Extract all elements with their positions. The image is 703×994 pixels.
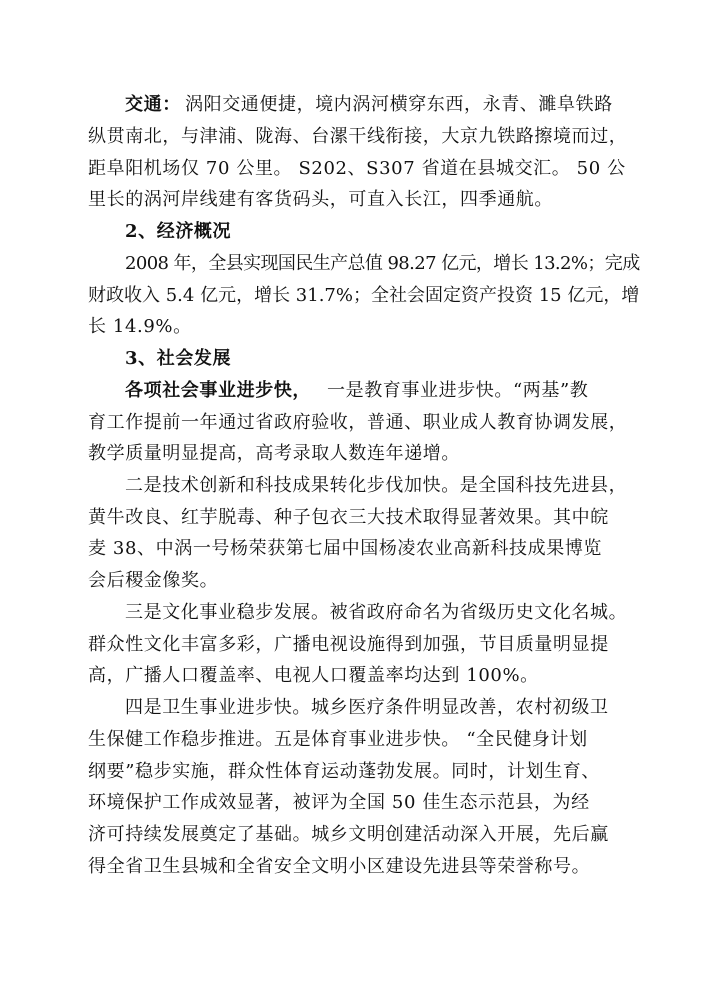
social-line-7: 会后稷金像奖。 (88, 570, 219, 591)
social-line-10: 高，广播人口覆盖率、电视人口覆盖率均达到 100%。 (88, 665, 539, 686)
transport-line-1: 涡阳交通便捷，境内涡河横穿东西，永青、濉阜铁路 (185, 94, 613, 115)
social-line-6: 麦 38、中涡一号杨荣获第七届中国杨凌农业高新科技成果博览 (88, 538, 603, 559)
social-heading: 3、社会发展 (125, 348, 232, 369)
social-line-12: 生保健工作稳步推进。五是体育事业进步快。 “全民健身计划 (88, 729, 588, 750)
economy-line-3: 长 14.9%。 (88, 316, 192, 337)
economy-line-2: 财政收入 5.4 亿元，增长 31.7%；全社会固定资产投资 15 亿元，增 (88, 285, 640, 306)
transport-line-4: 里长的涡河岸线建有客货码头，可直入长江，四季通航。 (88, 189, 553, 210)
social-line-4: 二是技术创新和科技成果转化步伐加快。是全国科技先进县， (125, 475, 628, 496)
transport-label: 交通： (125, 94, 181, 115)
transport-line-2: 纵贯南北，与津浦、陇海、台漯干线衔接，大京九铁路擦境而过， (88, 126, 628, 147)
social-line-14: 环境保护工作成效显著，被评为全国 50 佳生态示范县，为经 (88, 792, 590, 813)
social-line-15: 济可持续发展奠定了基础。城乡文明创建活动深入开展，先后赢 (88, 824, 609, 845)
economy-heading: 2、经济概况 (125, 221, 232, 242)
social-line-13: 纲要”稳步实施，群众性体育运动蓬勃发展。同时，计划生育、 (88, 761, 600, 782)
social-line-2: 育工作提前一年通过省政府验收，普通、职业成人教育协调发展， (88, 412, 628, 433)
social-lead: 各项社会事业进步快， (125, 380, 311, 401)
social-line-8: 三是文化事业稳步发展。被省政府命名为省级历史文化名城。 (125, 602, 628, 623)
social-line-11: 四是卫生事业进步快。城乡医疗条件明显改善，农村初级卫 (125, 697, 609, 718)
social-line-16: 得全省卫生县城和全省安全文明小区建设先进县等荣誉称号。 (88, 856, 591, 877)
economy-line-1: 2008 年，全县实现国民生产总值 98.27 亿元，增长 13.2%；完成 (125, 253, 640, 274)
social-line-5: 黄牛改良、红芋脱毒、种子包衣三大技术取得显著效果。其中皖 (88, 507, 609, 528)
social-line-3: 教学质量明显提高，高考录取人数连年递增。 (88, 443, 460, 464)
social-line-9: 群众性文化丰富多彩，广播电视设施得到加强，节目质量明显提 (88, 634, 609, 655)
social-line-1: 一是教育事业进步快。“两基”教 (327, 380, 589, 401)
transport-line-3: 距阜阳机场仅 70 公里。 S202、S307 省道在县城交汇。 50 公 (88, 158, 626, 179)
